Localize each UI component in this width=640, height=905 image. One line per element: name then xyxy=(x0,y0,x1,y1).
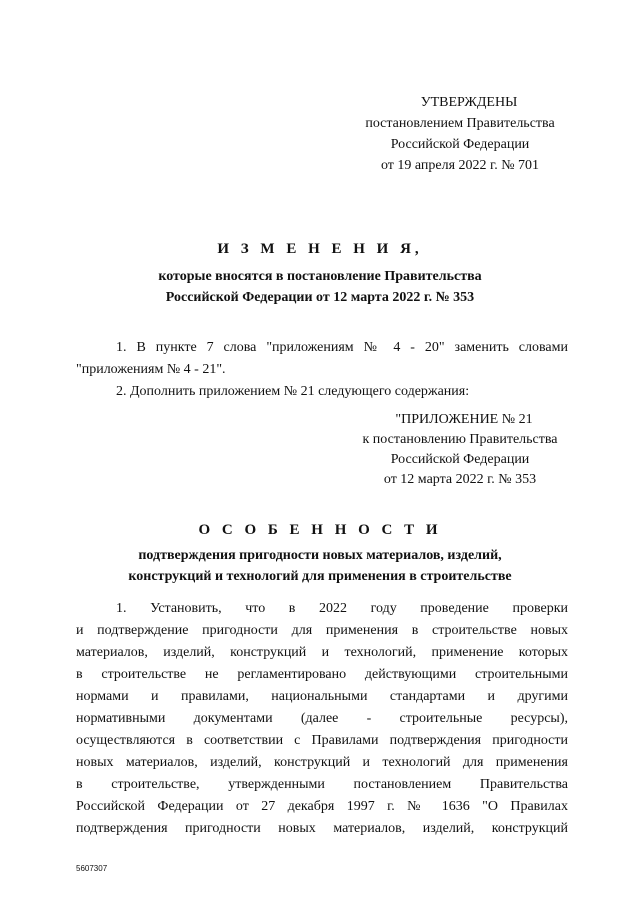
features-subtitle xyxy=(60,545,580,587)
item-2: 2. Дополнить приложением № 21 следующего содержания: xyxy=(116,384,470,399)
changes-items xyxy=(76,337,568,403)
appendix-ref: к постановлению Правительства xyxy=(362,432,558,447)
approved-by: постановлением Правительства xyxy=(365,116,555,131)
features-title: О С О Б Е Н Н О С Т И xyxy=(198,522,442,538)
body-line: нормами и правилами, национальными стандартами и другими xyxy=(76,689,568,704)
changes-title: И З М Е Н Е Н И Я, xyxy=(217,241,423,257)
body-line: 1. Установить, что в 2022 году проведение проверки xyxy=(116,601,568,616)
item-1-line-1: 1. В пункте 7 слова "приложениям № 4 - 20" заменить словами xyxy=(116,340,568,355)
body-line: новых материалов, изделий, конструкций и технологий для применения xyxy=(76,755,568,770)
features-subtitle-line-2: конструкций и технологий для применения в строительстве xyxy=(128,569,512,584)
appendix-authority: Российской Федерации xyxy=(390,452,530,467)
approval-block xyxy=(330,92,590,176)
body-line: материалов, изделий, конструкций и технологий, применение которых xyxy=(76,645,568,660)
item-1-line-2: "приложениям № 4 - 21". xyxy=(76,362,226,377)
body-line: в строительстве не регламентировано действующими строительными xyxy=(76,667,568,682)
changes-subtitle xyxy=(60,266,580,308)
approved-title: УТВЕРЖДЕНЫ xyxy=(420,95,518,110)
approved-date: от 19 апреля 2022 г. № 701 xyxy=(380,158,540,173)
body-line: подтверждения пригодности новых материалов, изделий, конструкций xyxy=(76,821,568,836)
changes-subtitle-line-2: Российской Федерации от 12 марта 2022 г. № 353 xyxy=(165,290,475,305)
approved-authority: Российской Федерации xyxy=(390,137,530,152)
document-code: 5607307 xyxy=(76,864,108,873)
body-line: осуществляются в соответствии с Правилами подтверждения пригодности xyxy=(76,733,568,748)
changes-subtitle-line-1: которые вносятся в постановление Правительства xyxy=(158,269,482,284)
features-subtitle-line-1: подтверждения пригодности новых материалов, изделий, xyxy=(138,548,502,563)
appendix-block xyxy=(330,410,590,490)
body-line: Российской Федерации от 27 декабря 1997 г. № 1636 "О Правилах xyxy=(76,799,568,814)
body-paragraph xyxy=(76,598,568,840)
appendix-date: от 12 марта 2022 г. № 353 xyxy=(383,472,537,487)
body-line: и подтверждение пригодности для применения в строительстве новых xyxy=(76,623,568,638)
body-line: нормативными документами (далее - строительные ресурсы), xyxy=(76,711,568,726)
body-line: в строительстве, утвержденными постановлением Правительства xyxy=(76,777,568,792)
appendix-title: "ПРИЛОЖЕНИЕ № 21 xyxy=(395,412,533,427)
